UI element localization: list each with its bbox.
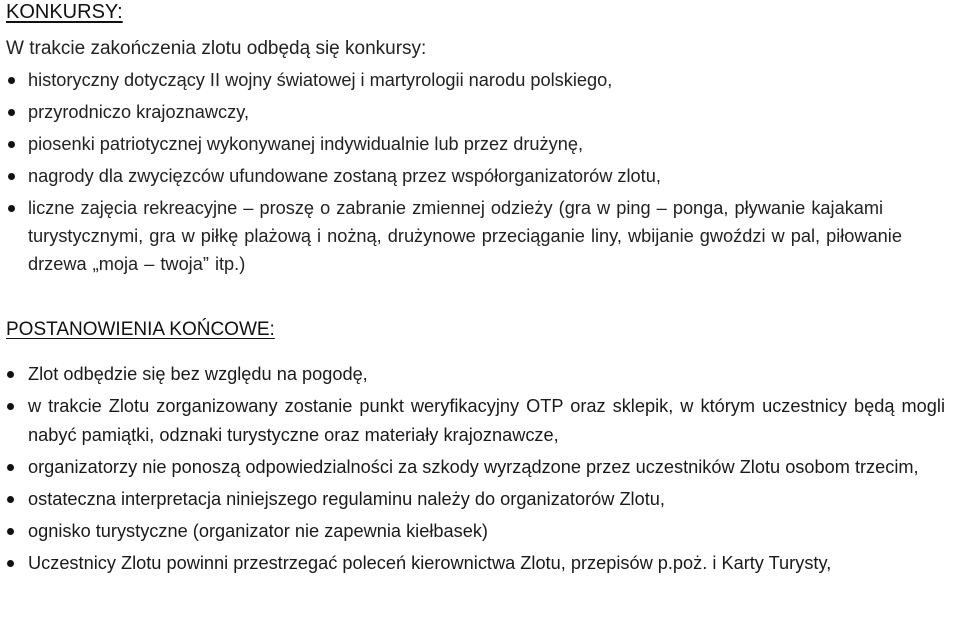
list-item-text: Zlot odbędzie się bez względu na pogodę, (28, 364, 368, 384)
list-item-text: organizatorzy nie ponoszą odpowiedzialności za szkody wyrządzone przez uczestników Zlotu osobom trzecim, (28, 457, 919, 477)
bullet-icon (7, 496, 14, 503)
list-item-text: ostateczna interpretacja niniejszego regulaminu należy do organizatorów Zlotu, (28, 489, 665, 509)
bullet-icon (8, 77, 15, 84)
section-heading-postanowienia: POSTANOWIENIA KOŃCOWE: (6, 319, 275, 340)
list-item-text: nagrody dla zwycięzców ufundowane zostaną przez współorganizatorów zlotu, (28, 166, 661, 186)
bullet-icon (7, 371, 14, 378)
list-item (0, 130, 940, 158)
list-item (0, 453, 945, 482)
bullet-icon (7, 464, 14, 471)
list-item-text: liczne zajęcia rekreacyjne – proszę o zabranie zmiennej odzieży (gra w ping – ponga, pływanie kajakami turystycznymi, gra w piłkę plażową i nożną, drużynowe przeciąganie liny, wbijanie gwoździ w pal, piłowanie drzewa „moja – twoja” itp.) (28, 198, 902, 274)
list-item (0, 98, 940, 126)
list-item (0, 162, 940, 190)
final-provisions-list (0, 360, 945, 579)
bullet-icon (8, 173, 15, 180)
list-item (0, 66, 940, 94)
bullet-icon (7, 560, 14, 567)
list-item-text: Uczestnicy Zlotu powinni przestrzegać poleceń kierownictwa Zlotu, przepisów p.poż. i Karty Turysty, (28, 553, 832, 573)
bullet-icon (8, 141, 15, 148)
bullet-icon (7, 403, 14, 410)
list-item-text: historyczny dotyczący II wojny światowej i martyrologii narodu polskiego, (28, 70, 613, 90)
bullet-icon (8, 109, 15, 116)
list-item (0, 549, 945, 578)
list-item (0, 517, 945, 546)
contests-list (0, 66, 940, 282)
bullet-icon (8, 205, 15, 212)
list-item (0, 485, 945, 514)
list-item (0, 392, 945, 450)
list-item-text: przyrodniczo krajoznawczy, (28, 102, 250, 122)
list-item-text: ognisko turystyczne (organizator nie zapewnia kiełbasek) (28, 521, 488, 541)
list-item-text: w trakcie Zlotu zorganizowany zostanie punkt weryfikacyjny OTP oraz sklepik, w którym uczestnicy będą mogli nabyć pamiątki, odznaki turystyczne oraz materiały krajoznawcze, (28, 396, 945, 445)
list-item-text: piosenki patriotycznej wykonywanej indywidualnie lub przez drużynę, (28, 134, 584, 154)
list-item (0, 194, 940, 278)
list-item (0, 360, 945, 389)
section-intro: W trakcie zakończenia zlotu odbędą się konkursy: (6, 38, 427, 59)
bullet-icon (7, 528, 14, 535)
section-heading-konkursy: KONKURSY: (6, 1, 123, 23)
